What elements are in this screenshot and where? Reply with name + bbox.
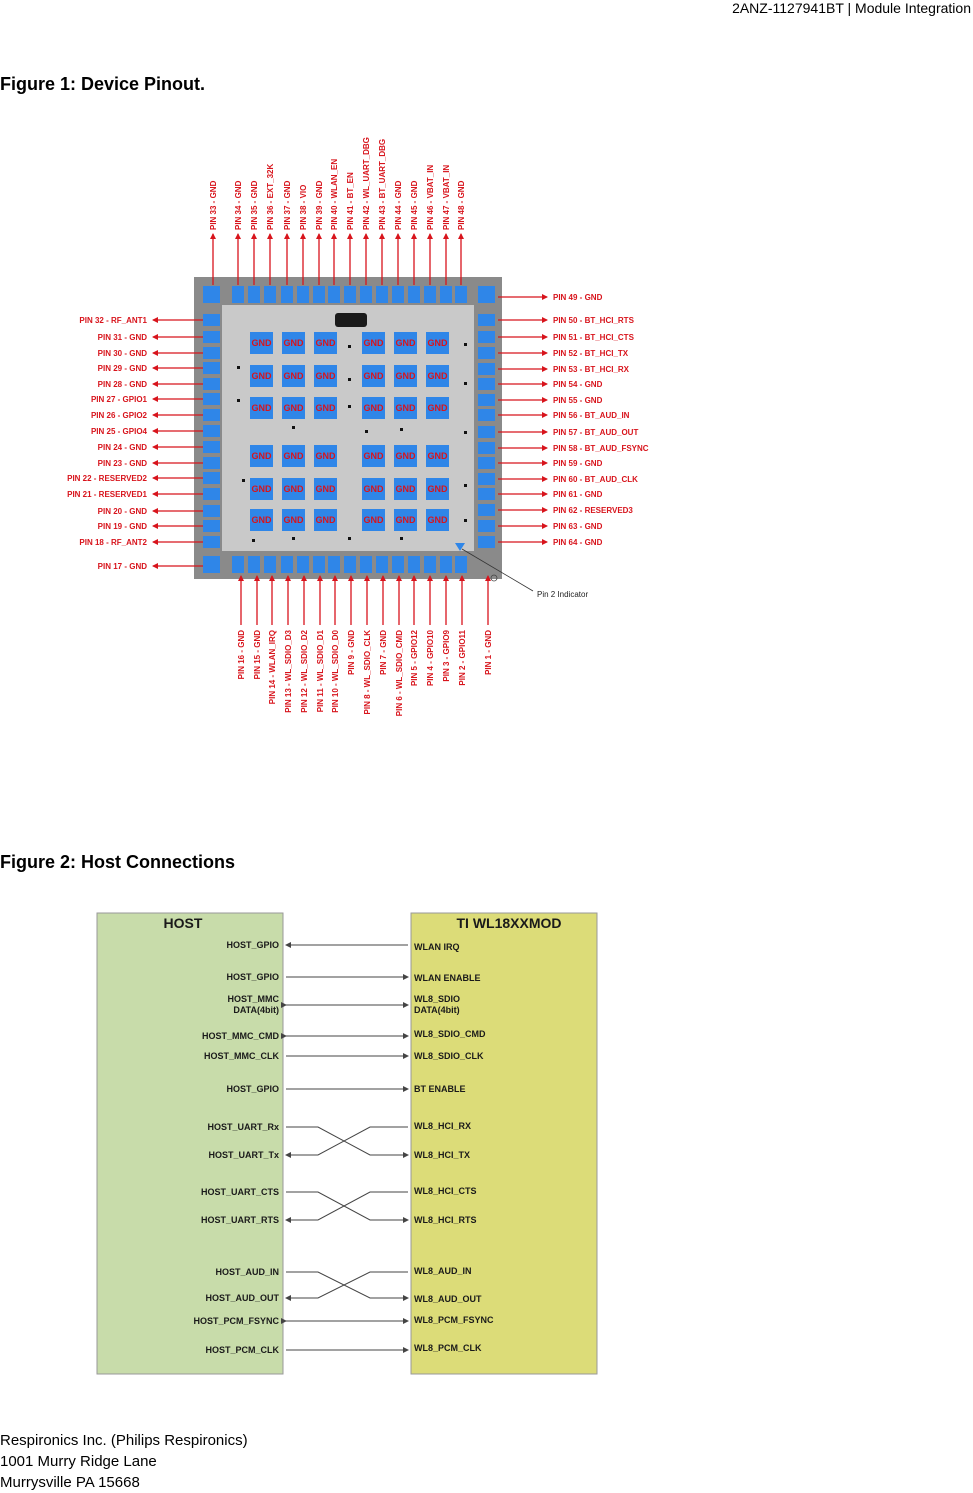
pin-label-right: PIN 51 - BT_HCI_CTS — [553, 333, 634, 342]
pin-label-left: PIN 24 - GND — [97, 443, 147, 452]
ground-pad-label: GND — [283, 371, 304, 381]
host-signal-label: HOST_UART_Rx — [207, 1122, 279, 1132]
host-signal-label: HOST_MMC — [227, 994, 279, 1004]
crossed-line — [286, 1192, 408, 1220]
ground-pad-label: GND — [427, 371, 448, 381]
module-signal-label: WLAN ENABLE — [414, 973, 481, 983]
ground-pad-label: GND — [251, 484, 272, 494]
pin-label-bottom: PIN 1 - GND — [484, 630, 493, 675]
pin-label-top: PIN 43 - BT_UART_DBG — [378, 138, 387, 230]
pin-label-top: PIN 44 - GND — [394, 180, 403, 230]
host-signal-label: HOST_UART_Tx — [208, 1150, 279, 1160]
crossed-line — [286, 1127, 408, 1155]
pin-label-bottom: PIN 12 - WL_SDIO_D2 — [300, 630, 309, 713]
host-signal-label: HOST_PCM_FSYNC — [193, 1316, 279, 1326]
pin-label-bottom: PIN 7 - GND — [379, 630, 388, 675]
pin-label-right: PIN 60 - BT_AUD_CLK — [553, 475, 638, 484]
pin-label-top: PIN 48 - GND — [457, 180, 466, 230]
pin-label-right: PIN 56 - BT_AUD_IN — [553, 411, 630, 420]
ground-pad-label: GND — [283, 515, 304, 525]
pin-label-bottom: PIN 4 - GPIO10 — [426, 630, 435, 687]
pin-label-right: PIN 52 - BT_HCI_TX — [553, 349, 629, 358]
crossed-line — [286, 1272, 408, 1298]
pin-label-top: PIN 45 - GND — [410, 180, 419, 230]
footer-city: Murrysville PA 15668 — [0, 1474, 140, 1491]
pin-label-left: PIN 19 - GND — [97, 522, 147, 531]
host-signal-label: HOST_GPIO — [226, 1084, 279, 1094]
pin-label-top: PIN 47 - VBAT_IN — [442, 164, 451, 230]
pin-label-right: PIN 64 - GND — [553, 538, 603, 547]
ground-pad-label: GND — [363, 484, 384, 494]
pin-label-left: PIN 21 - RESERVED1 — [67, 490, 147, 499]
module-signal-label: WL8_AUD_OUT — [414, 1294, 482, 1304]
pin-label-top: PIN 39 - GND — [315, 180, 324, 230]
module-signal-label: WL8_SDIO_CLK — [414, 1051, 484, 1061]
pin-label-right: PIN 54 - GND — [553, 380, 603, 389]
pin-label-bottom: PIN 10 - WL_SDIO_D0 — [331, 630, 340, 713]
pin-label-left: PIN 31 - GND — [97, 333, 147, 342]
pin-label-left: PIN 28 - GND — [97, 380, 147, 389]
pin-label-bottom: PIN 11 - WL_SDIO_D1 — [316, 630, 325, 713]
pin-label-left: PIN 27 - GPIO1 — [90, 395, 147, 404]
module-title: TI WL18XXMOD — [456, 915, 562, 931]
pin-label-top: PIN 33 - GND — [209, 180, 218, 230]
pin-label-right: PIN 62 - RESERVED3 — [553, 506, 633, 515]
footer-company: Respironics Inc. (Philips Respironics) — [0, 1432, 248, 1449]
ground-pad-label: GND — [427, 403, 448, 413]
ground-pad-label: GND — [315, 515, 336, 525]
module-signal-label: WL8_AUD_IN — [414, 1266, 472, 1276]
ground-pad-label: GND — [315, 371, 336, 381]
ground-pad-label: GND — [283, 451, 304, 461]
crossed-line — [286, 1192, 408, 1220]
ground-pad-label: GND — [315, 451, 336, 461]
pin2-indicator-label: Pin 2 Indicator — [537, 590, 589, 599]
host-signal-label: HOST_UART_RTS — [200, 1215, 279, 1225]
pin-label-right: PIN 53 - BT_HCI_RX — [553, 365, 630, 374]
ground-pad-label: GND — [363, 403, 384, 413]
pin-label-top: PIN 46 - VBAT_IN — [426, 164, 435, 230]
pin-label-bottom: PIN 2 - GPIO11 — [458, 630, 467, 686]
host-signal-label: HOST_MMC_CLK — [203, 1051, 279, 1061]
pin-label-bottom: PIN 6 - WL_SDIO_CMD — [395, 630, 404, 717]
pin-label-bottom: PIN 5 - GPIO12 — [410, 630, 419, 687]
ground-pad-label: GND — [395, 371, 416, 381]
module-signal-label: WL8_HCI_TX — [414, 1150, 471, 1160]
host-signal-label: HOST_UART_CTS — [200, 1187, 279, 1197]
pin-label-left: PIN 30 - GND — [97, 349, 147, 358]
pin-label-left: PIN 22 - RESERVED2 — [67, 474, 147, 483]
host-title: HOST — [163, 915, 203, 931]
pin-label-left: PIN 29 - GND — [97, 364, 147, 373]
document-header: 2ANZ-1127941BT | Module Integration — [732, 0, 971, 16]
host-signal-label: HOST_MMC_CMD — [201, 1031, 279, 1041]
host-signal-label: HOST_PCM_CLK — [205, 1345, 279, 1355]
pin-label-right: PIN 63 - GND — [553, 522, 603, 531]
host-signal-label: HOST_GPIO — [226, 940, 279, 950]
pin-label-bottom: PIN 8 - WL_SDIO_CLK — [363, 630, 372, 715]
ground-pad-label: GND — [251, 403, 272, 413]
pin-label-bottom: PIN 9 - GND — [347, 630, 356, 675]
pin-label-top: PIN 37 - GND — [283, 180, 292, 230]
host-signal-label: HOST_AUD_OUT — [205, 1293, 279, 1303]
ground-pad-label: GND — [315, 484, 336, 494]
pin-label-right: PIN 49 - GND — [553, 293, 603, 302]
pin-label-top: PIN 38 - VIO — [299, 184, 308, 230]
ground-pad-label: GND — [283, 484, 304, 494]
pin-label-bottom: PIN 3 - GPIO9 — [442, 630, 451, 682]
pin-label-left: PIN 20 - GND — [97, 507, 147, 516]
module-signal-label: WL8_HCI_RX — [414, 1121, 472, 1131]
ground-pad-label: GND — [363, 338, 384, 348]
pin-label-left: PIN 32 - RF_ANT1 — [79, 316, 147, 325]
host-signal-label: DATA(4bit) — [233, 1005, 279, 1015]
ground-pad-label: GND — [395, 515, 416, 525]
pin-label-left: PIN 18 - RF_ANT2 — [79, 538, 147, 547]
module-signal-label: BT ENABLE — [414, 1084, 466, 1094]
ground-pad-label: GND — [363, 515, 384, 525]
ground-pad-label: GND — [395, 403, 416, 413]
host-block — [97, 913, 283, 1374]
ground-pad-label: GND — [395, 338, 416, 348]
ground-pad-label: GND — [251, 338, 272, 348]
module-signal-label: WL8_PCM_CLK — [414, 1343, 482, 1353]
crossed-line — [286, 1272, 408, 1298]
ground-pad-label: GND — [363, 451, 384, 461]
pin-label-right: PIN 59 - GND — [553, 459, 603, 468]
crossed-line — [286, 1127, 408, 1155]
pin-label-left: PIN 23 - GND — [97, 459, 147, 468]
pin-label-top: PIN 40 - WLAN_EN — [330, 158, 339, 230]
module-signal-label: WLAN IRQ — [414, 942, 460, 952]
ground-pad-label: GND — [251, 451, 272, 461]
pin-label-bottom: PIN 13 - WL_SDIO_D3 — [284, 630, 293, 713]
module-signal-label: WL8_PCM_FSYNC — [414, 1315, 494, 1325]
ground-pad-label: GND — [363, 371, 384, 381]
footer-street: 1001 Murry Ridge Lane — [0, 1453, 157, 1470]
pin-label-bottom: PIN 16 - GND — [237, 630, 246, 680]
pin-label-right: PIN 61 - GND — [553, 490, 603, 499]
figure1-title: Figure 1: Device Pinout. — [0, 74, 206, 94]
footer-address — [0, 1430, 248, 1493]
ground-pad-label: GND — [427, 484, 448, 494]
ground-pad-label: GND — [395, 484, 416, 494]
pin-label-left: PIN 17 - GND — [97, 562, 147, 571]
module-signal-label: WL8_SDIO — [414, 994, 461, 1004]
host-signal-label: HOST_GPIO — [226, 972, 279, 982]
ground-pad-label: GND — [315, 403, 336, 413]
ground-pad-label: GND — [427, 451, 448, 461]
pin-label-right: PIN 58 - BT_AUD_FSYNC — [553, 444, 649, 453]
pin-label-top: PIN 42 - WL_UART_DBG — [362, 137, 371, 230]
host-signal-label: HOST_AUD_IN — [215, 1267, 279, 1277]
ground-pad-label: GND — [251, 515, 272, 525]
pin-label-left: PIN 25 - GPIO4 — [90, 427, 147, 436]
pin-label-bottom: PIN 15 - GND — [253, 630, 262, 680]
pin-label-top: PIN 35 - GND — [250, 180, 259, 230]
pin-label-top: PIN 34 - GND — [234, 180, 243, 230]
module-signal-label: DATA(4bit) — [414, 1005, 460, 1015]
module-signal-label: WL8_SDIO_CMD — [414, 1029, 486, 1039]
pin-label-right: PIN 57 - BT_AUD_OUT — [553, 428, 639, 437]
pin-label-top: PIN 41 - BT_EN — [346, 172, 355, 230]
pin-label-left: PIN 26 - GPIO2 — [90, 411, 147, 420]
pin-label-right: PIN 55 - GND — [553, 396, 603, 405]
module-signal-label: WL8_HCI_CTS — [414, 1186, 477, 1196]
module-signal-label: WL8_HCI_RTS — [414, 1215, 477, 1225]
ground-pad-label: GND — [427, 515, 448, 525]
ground-pad-label: GND — [283, 403, 304, 413]
ground-pad-label: GND — [251, 371, 272, 381]
ground-pad-label: GND — [283, 338, 304, 348]
pin-label-bottom: PIN 14 - WLAN_IRQ — [268, 630, 277, 705]
ground-pad-label: GND — [315, 338, 336, 348]
pin-label-top: PIN 36 - EXT_32K — [266, 163, 275, 230]
ground-pad-label: GND — [395, 451, 416, 461]
ground-pad-label: GND — [427, 338, 448, 348]
pin-label-right: PIN 50 - BT_HCI_RTS — [553, 316, 634, 325]
figure2-title: Figure 2: Host Connections — [0, 852, 236, 872]
